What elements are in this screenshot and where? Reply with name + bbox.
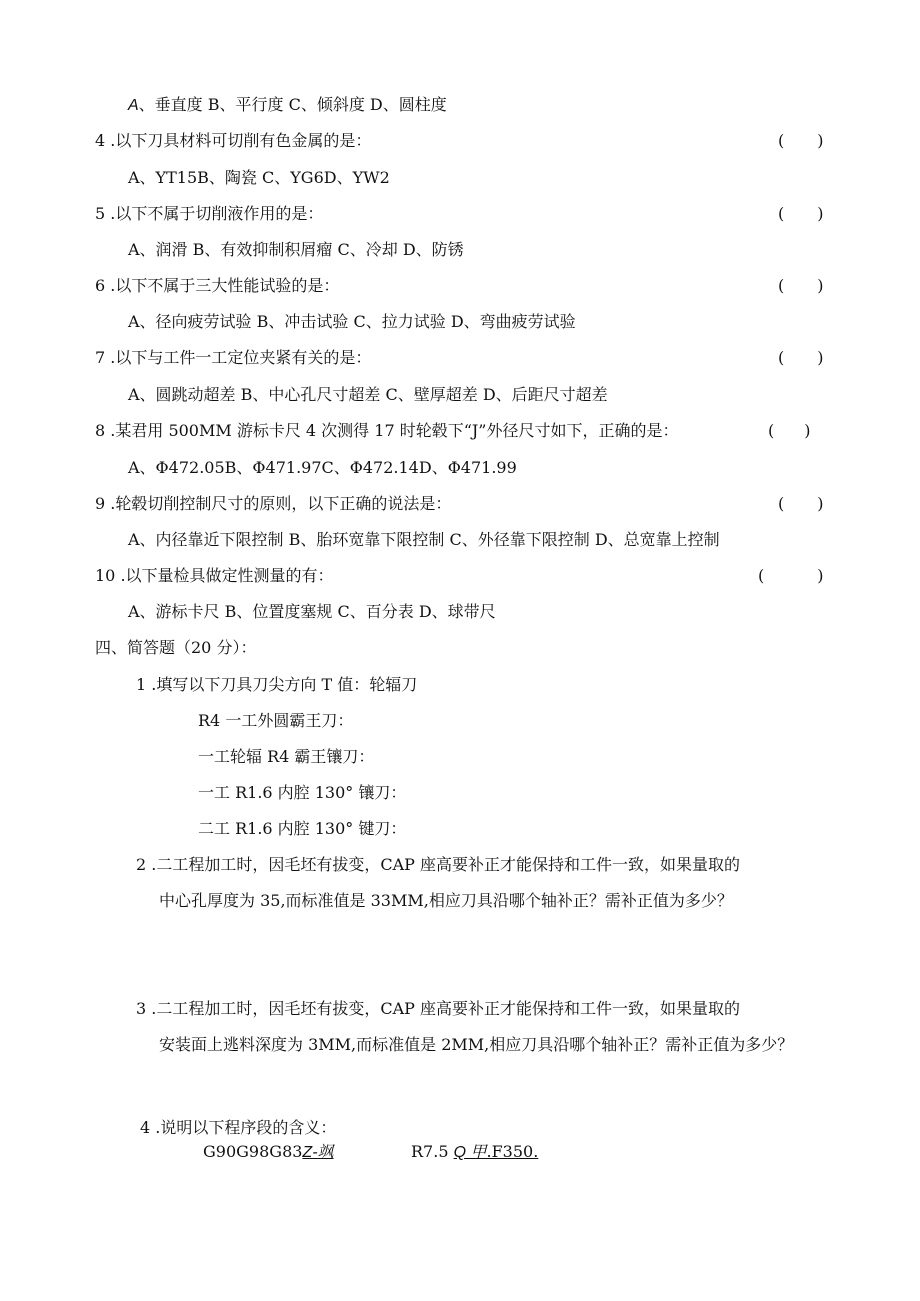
q3-options (128, 94, 447, 117)
q4-question: 4 .以下刀具材料可切削有色金属的是： (95, 131, 372, 150)
q4-answer-blank[interactable]: ( ) (778, 131, 824, 150)
q8-options: A、Φ472.05B、Φ471.97C、Φ472.14D、Φ471.99 (128, 458, 517, 477)
q7-answer-blank[interactable]: ( ) (778, 348, 824, 367)
q4-options: A、YT15B、陶瓷 C、YG6D、YW2 (128, 168, 390, 187)
code-q-value: Q 甲 (453, 1144, 487, 1161)
short-q1: 1 .填写以下刀具刀尖方向 T 值：轮辐刀 (136, 675, 418, 694)
code-g-commands: G90G98G83 (203, 1142, 303, 1161)
q10-question: 10 .以下量检具做定性测量的有： (95, 566, 334, 585)
q10-answer-blank[interactable]: ( ) (758, 566, 824, 585)
short-q1-item-c: 一工 R1.6 内腔 130° 镶刀： (198, 783, 407, 802)
q6-answer-blank[interactable]: ( ) (778, 276, 824, 295)
q10-options: A、游标卡尺 B、位置度塞规 C、百分表 D、球带尺 (128, 602, 496, 621)
q8-question: 8 .某君用 500MM 游标卡尺 4 次测得 17 时轮毂下“J”外径尺寸如下，正确的是： (95, 421, 679, 440)
q5-answer-blank[interactable]: ( ) (778, 204, 824, 223)
q6-options: A、径向疲劳试验 B、冲击试验 C、拉力试验 D、弯曲疲劳试验 (128, 312, 576, 331)
short-q4: 4 .说明以下程序段的含义： (140, 1118, 337, 1137)
q9-options: A、内径靠近下限控制 B、胎环宽靠下限控制 C、外径靠下限控制 D、总宽靠上控制 (128, 530, 720, 549)
short-q1-item-b: 一工轮辐 R4 霸王镶刀： (198, 747, 375, 766)
q9-question: 9 .轮毂切削控制尺寸的原则，以下正确的说法是： (95, 494, 452, 513)
option-letter: A (128, 97, 139, 114)
short-q3-line1: 3 .二工程加工时，因毛坯有拔变，CAP 座高要补正才能保持和工件一致，如果量取的 (136, 999, 741, 1018)
section-4-heading: 四、简答题（20 分）： (95, 638, 257, 657)
short-q1-item-d: 二工 R1.6 内腔 130° 键刀： (198, 819, 407, 838)
q6-question: 6 .以下不属于三大性能试验的是： (95, 276, 340, 295)
code-f-value: .F350. (486, 1142, 539, 1161)
q8-answer-blank[interactable]: ( ) (768, 421, 811, 440)
q9-answer-blank[interactable]: ( ) (778, 494, 824, 513)
short-q3-line2: 安装面上逃料深度为 3MM,而标准值是 2MM,相应刀具沿哪个轴补正？需补正值为多少？ (159, 1035, 794, 1054)
q5-question: 5 .以下不属于切削液作用的是： (95, 204, 324, 223)
short-q1-item-a: R4 一工外圆霸王刀： (198, 711, 354, 730)
q7-question: 7 .以下与工件一工定位夹紧有关的是： (95, 348, 372, 367)
q3-options-text: 、垂直度 B、平行度 C、倾斜度 D、圆柱度 (138, 95, 447, 114)
code-z-value: Z-飒 (302, 1144, 334, 1161)
q7-options: A、圆跳动超差 B、中心孔尺寸超差 C、壁厚超差 D、后距尺寸超差 (128, 385, 608, 404)
code-r-value: R7.5 (411, 1142, 454, 1161)
short-q2-line1: 2 .二工程加工时，因毛坯有拔变，CAP 座高要补正才能保持和工件一致，如果量取的 (136, 855, 741, 874)
short-q2-line2: 中心孔厚度为 35,而标准值是 33MM,相应刀具沿哪个轴补正？需补正值为多少？ (159, 891, 733, 910)
program-code-right (411, 1141, 538, 1164)
q5-options: A、润滑 B、有效抑制积屑瘤 C、冷却 D、防锈 (128, 240, 464, 259)
program-code-left (203, 1141, 334, 1164)
